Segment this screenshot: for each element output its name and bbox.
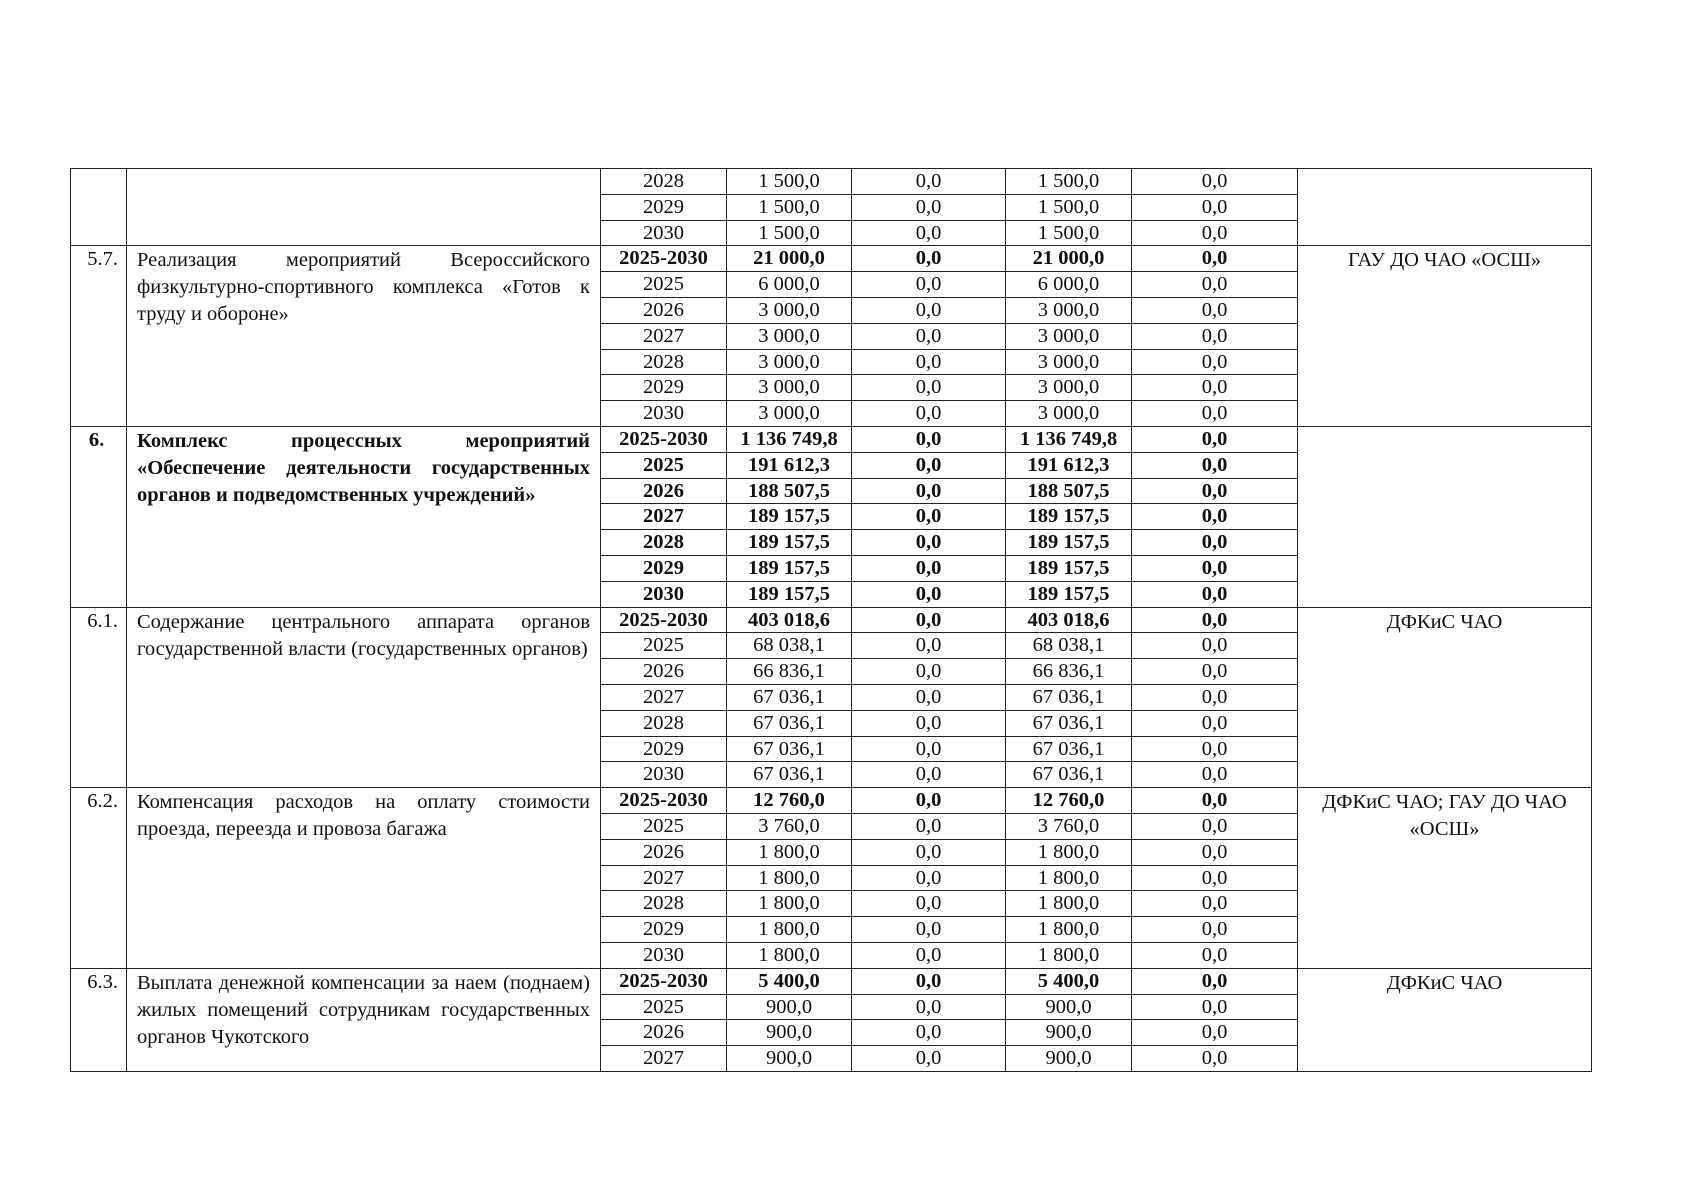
regional-budget-cell: 189 157,5 [1006,555,1132,581]
regional-budget-cell: 21 000,0 [1006,246,1132,272]
other-sources-cell: 0,0 [1132,555,1298,581]
year-cell: 2027 [601,323,727,349]
federal-budget-cell: 0,0 [852,349,1006,375]
total-cell: 12 760,0 [727,788,852,814]
other-sources-cell: 0,0 [1132,633,1298,659]
federal-budget-cell: 0,0 [852,917,1006,943]
activity-name-cell: Комплекс процессных мероприятий «Обеспечение деятельности государственных органов и подведомственных учреждений» [127,426,601,607]
other-sources-cell: 0,0 [1132,478,1298,504]
year-cell: 2025 [601,994,727,1020]
year-cell: 2028 [601,710,727,736]
total-cell: 1 800,0 [727,891,852,917]
total-cell: 189 157,5 [727,504,852,530]
table-row [71,968,1592,994]
federal-budget-cell: 0,0 [852,478,1006,504]
activity-name-cell [127,169,601,246]
total-cell: 5 400,0 [727,968,852,994]
federal-budget-cell: 0,0 [852,581,1006,607]
federal-budget-cell: 0,0 [852,607,1006,633]
year-cell: 2028 [601,530,727,556]
total-cell: 3 000,0 [727,323,852,349]
responsible-cell: ГАУ ДО ЧАО «ОСШ» [1298,246,1592,427]
federal-budget-cell: 0,0 [852,710,1006,736]
year-cell: 2029 [601,917,727,943]
total-cell: 189 157,5 [727,581,852,607]
regional-budget-cell: 1 800,0 [1006,917,1132,943]
regional-budget-cell: 900,0 [1006,1020,1132,1046]
federal-budget-cell: 0,0 [852,504,1006,530]
regional-budget-cell: 3 000,0 [1006,401,1132,427]
other-sources-cell: 0,0 [1132,994,1298,1020]
federal-budget-cell: 0,0 [852,297,1006,323]
total-cell: 6 000,0 [727,272,852,298]
federal-budget-cell: 0,0 [852,788,1006,814]
regional-budget-cell: 403 018,6 [1006,607,1132,633]
total-cell: 403 018,6 [727,607,852,633]
other-sources-cell: 0,0 [1132,1046,1298,1072]
total-cell: 3 000,0 [727,349,852,375]
federal-budget-cell: 0,0 [852,194,1006,220]
federal-budget-cell: 0,0 [852,633,1006,659]
federal-budget-cell: 0,0 [852,323,1006,349]
other-sources-cell: 0,0 [1132,942,1298,968]
other-sources-cell: 0,0 [1132,813,1298,839]
row-number-cell: 6. [71,426,127,607]
regional-budget-cell: 1 136 749,8 [1006,426,1132,452]
regional-budget-cell: 67 036,1 [1006,736,1132,762]
year-cell: 2029 [601,555,727,581]
regional-budget-cell: 1 800,0 [1006,865,1132,891]
federal-budget-cell: 0,0 [852,220,1006,246]
year-cell: 2025 [601,633,727,659]
year-cell: 2025-2030 [601,607,727,633]
total-cell: 1 800,0 [727,865,852,891]
year-cell: 2027 [601,684,727,710]
budget-table [70,168,1592,1072]
year-cell: 2025 [601,813,727,839]
regional-budget-cell: 191 612,3 [1006,452,1132,478]
federal-budget-cell: 0,0 [852,169,1006,195]
other-sources-cell: 0,0 [1132,788,1298,814]
regional-budget-cell: 68 038,1 [1006,633,1132,659]
regional-budget-cell: 5 400,0 [1006,968,1132,994]
total-cell: 1 800,0 [727,942,852,968]
other-sources-cell: 0,0 [1132,762,1298,788]
federal-budget-cell: 0,0 [852,736,1006,762]
other-sources-cell: 0,0 [1132,504,1298,530]
other-sources-cell: 0,0 [1132,169,1298,195]
row-number-cell: 6.1. [71,607,127,788]
year-cell: 2026 [601,659,727,685]
table-row [71,246,1592,272]
year-cell: 2026 [601,297,727,323]
other-sources-cell: 0,0 [1132,736,1298,762]
regional-budget-cell: 1 500,0 [1006,194,1132,220]
total-cell: 67 036,1 [727,736,852,762]
year-cell: 2025 [601,452,727,478]
other-sources-cell: 0,0 [1132,401,1298,427]
total-cell: 900,0 [727,1046,852,1072]
year-cell: 2025-2030 [601,246,727,272]
table-row [71,607,1592,633]
responsible-cell [1298,426,1592,607]
total-cell: 1 800,0 [727,917,852,943]
other-sources-cell: 0,0 [1132,607,1298,633]
year-cell: 2027 [601,504,727,530]
activity-name-cell: Компенсация расходов на оплату стоимости проезда, переезда и провоза багажа [127,788,601,969]
regional-budget-cell: 6 000,0 [1006,272,1132,298]
total-cell: 3 000,0 [727,375,852,401]
year-cell: 2027 [601,865,727,891]
other-sources-cell: 0,0 [1132,891,1298,917]
year-cell: 2030 [601,581,727,607]
year-cell: 2026 [601,1020,727,1046]
other-sources-cell: 0,0 [1132,426,1298,452]
total-cell: 900,0 [727,1020,852,1046]
regional-budget-cell: 189 157,5 [1006,581,1132,607]
other-sources-cell: 0,0 [1132,581,1298,607]
total-cell: 191 612,3 [727,452,852,478]
federal-budget-cell: 0,0 [852,839,1006,865]
other-sources-cell: 0,0 [1132,220,1298,246]
year-cell: 2028 [601,169,727,195]
responsible-cell: ДФКиС ЧАО [1298,607,1592,788]
regional-budget-cell: 3 000,0 [1006,323,1132,349]
other-sources-cell: 0,0 [1132,297,1298,323]
regional-budget-cell: 900,0 [1006,1046,1132,1072]
federal-budget-cell: 0,0 [852,865,1006,891]
year-cell: 2029 [601,736,727,762]
year-cell: 2029 [601,375,727,401]
federal-budget-cell: 0,0 [852,762,1006,788]
activity-name-cell: Реализация мероприятий Всероссийского физкультурно-спортивного комплекса «Готов к труду и обороне» [127,246,601,427]
total-cell: 1 800,0 [727,839,852,865]
federal-budget-cell: 0,0 [852,942,1006,968]
other-sources-cell: 0,0 [1132,375,1298,401]
regional-budget-cell: 3 000,0 [1006,297,1132,323]
federal-budget-cell: 0,0 [852,1020,1006,1046]
total-cell: 68 038,1 [727,633,852,659]
regional-budget-cell: 1 800,0 [1006,891,1132,917]
regional-budget-cell: 1 800,0 [1006,839,1132,865]
regional-budget-cell: 3 000,0 [1006,375,1132,401]
federal-budget-cell: 0,0 [852,968,1006,994]
year-cell: 2030 [601,942,727,968]
other-sources-cell: 0,0 [1132,839,1298,865]
responsible-cell: ДФКиС ЧАО [1298,968,1592,1071]
total-cell: 3 000,0 [727,297,852,323]
year-cell: 2028 [601,349,727,375]
other-sources-cell: 0,0 [1132,865,1298,891]
total-cell: 67 036,1 [727,710,852,736]
regional-budget-cell: 3 760,0 [1006,813,1132,839]
regional-budget-cell: 3 000,0 [1006,349,1132,375]
federal-budget-cell: 0,0 [852,246,1006,272]
total-cell: 188 507,5 [727,478,852,504]
row-number-cell: 5.7. [71,246,127,427]
total-cell: 1 500,0 [727,169,852,195]
other-sources-cell: 0,0 [1132,917,1298,943]
responsible-cell: ДФКиС ЧАО; ГАУ ДО ЧАО «ОСШ» [1298,788,1592,969]
regional-budget-cell: 1 500,0 [1006,169,1132,195]
federal-budget-cell: 0,0 [852,375,1006,401]
other-sources-cell: 0,0 [1132,452,1298,478]
regional-budget-cell: 12 760,0 [1006,788,1132,814]
other-sources-cell: 0,0 [1132,710,1298,736]
other-sources-cell: 0,0 [1132,1020,1298,1046]
row-number-cell: 6.3. [71,968,127,1071]
total-cell: 21 000,0 [727,246,852,272]
regional-budget-cell: 67 036,1 [1006,762,1132,788]
federal-budget-cell: 0,0 [852,426,1006,452]
year-cell: 2028 [601,891,727,917]
responsible-cell [1298,169,1592,246]
other-sources-cell: 0,0 [1132,349,1298,375]
regional-budget-cell: 900,0 [1006,994,1132,1020]
total-cell: 1 500,0 [727,220,852,246]
table-row [71,169,1592,195]
activity-name-cell: Выплата денежной компенсации за наем (поднаем) жилых помещений сотрудникам государственных органов Чукотского [127,968,601,1071]
regional-budget-cell: 1 800,0 [1006,942,1132,968]
total-cell: 900,0 [727,994,852,1020]
other-sources-cell: 0,0 [1132,323,1298,349]
year-cell: 2030 [601,220,727,246]
year-cell: 2030 [601,762,727,788]
year-cell: 2025-2030 [601,788,727,814]
other-sources-cell: 0,0 [1132,968,1298,994]
other-sources-cell: 0,0 [1132,246,1298,272]
year-cell: 2026 [601,839,727,865]
total-cell: 189 157,5 [727,530,852,556]
year-cell: 2030 [601,401,727,427]
total-cell: 67 036,1 [727,684,852,710]
total-cell: 66 836,1 [727,659,852,685]
federal-budget-cell: 0,0 [852,813,1006,839]
year-cell: 2027 [601,1046,727,1072]
federal-budget-cell: 0,0 [852,994,1006,1020]
total-cell: 3 760,0 [727,813,852,839]
federal-budget-cell: 0,0 [852,684,1006,710]
total-cell: 1 136 749,8 [727,426,852,452]
federal-budget-cell: 0,0 [852,891,1006,917]
table-row [71,426,1592,452]
total-cell: 67 036,1 [727,762,852,788]
year-cell: 2029 [601,194,727,220]
table-row [71,788,1592,814]
total-cell: 1 500,0 [727,194,852,220]
total-cell: 189 157,5 [727,555,852,581]
row-number-cell [71,169,127,246]
federal-budget-cell: 0,0 [852,1046,1006,1072]
activity-name-cell: Содержание центрального аппарата органов государственной власти (государственных органов) [127,607,601,788]
regional-budget-cell: 189 157,5 [1006,530,1132,556]
regional-budget-cell: 189 157,5 [1006,504,1132,530]
regional-budget-cell: 67 036,1 [1006,684,1132,710]
year-cell: 2025-2030 [601,426,727,452]
year-cell: 2025 [601,272,727,298]
federal-budget-cell: 0,0 [852,452,1006,478]
regional-budget-cell: 67 036,1 [1006,710,1132,736]
other-sources-cell: 0,0 [1132,659,1298,685]
year-cell: 2025-2030 [601,968,727,994]
other-sources-cell: 0,0 [1132,194,1298,220]
total-cell: 3 000,0 [727,401,852,427]
other-sources-cell: 0,0 [1132,530,1298,556]
row-number-cell: 6.2. [71,788,127,969]
regional-budget-cell: 188 507,5 [1006,478,1132,504]
regional-budget-cell: 66 836,1 [1006,659,1132,685]
federal-budget-cell: 0,0 [852,272,1006,298]
federal-budget-cell: 0,0 [852,659,1006,685]
other-sources-cell: 0,0 [1132,272,1298,298]
year-cell: 2026 [601,478,727,504]
federal-budget-cell: 0,0 [852,530,1006,556]
table-body [71,169,1592,1072]
federal-budget-cell: 0,0 [852,401,1006,427]
federal-budget-cell: 0,0 [852,555,1006,581]
regional-budget-cell: 1 500,0 [1006,220,1132,246]
other-sources-cell: 0,0 [1132,684,1298,710]
